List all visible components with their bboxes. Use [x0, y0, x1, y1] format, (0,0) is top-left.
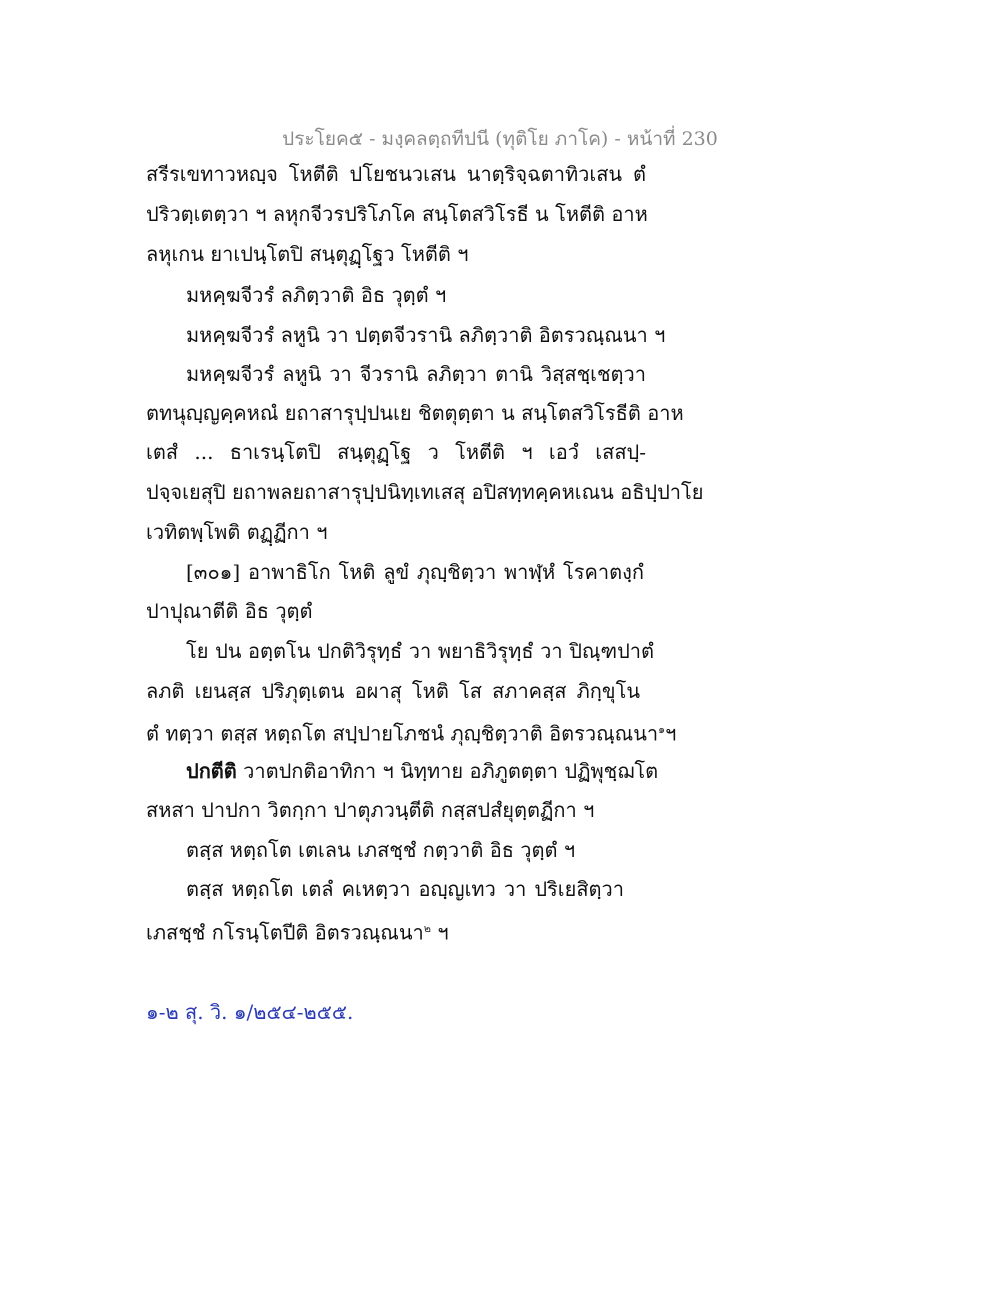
text-line: มหคฺฆจีวรํ ลภิตฺวาติ อิธ วุตฺตํ ฯ	[186, 283, 447, 307]
text-line: ตสฺส หตฺถโต เตเลน เภสชฺชํ กตฺวาติ อิธ วุตฺตํ ฯ	[186, 838, 576, 862]
text-line: มหคฺฆจีวรํ ลหูนิ วา จีวรานิ ลภิตฺวา ตานิ วิสฺสชฺเชตฺวา	[186, 362, 646, 386]
text-line: ตทนุญฺญคฺคหณํ ยถาสารุปฺปนเย ชิตตุตฺตา น สนฺโตสวิโรธีติ อาห	[146, 401, 684, 425]
running-header: ประโยค๕ - มงฺคลตฺถทีปนี (ทุติโย ภาโค) - หน้าที่ 230	[282, 128, 718, 150]
end-punctuation: ฯ	[437, 920, 449, 945]
text-line	[146, 716, 676, 748]
text-line: ลภติ เยนสฺส ปริภุตฺเตน อผาสุ โหติ โส สภาคสฺส ภิกฺขุโน	[146, 679, 640, 703]
text-segment: ตํ ทตฺวา ตสฺส หตฺถโต สปฺปายโภชนํ ภุญฺชิตฺวาติ อิตรวณฺณนา	[146, 721, 659, 746]
text-line: ลหุเกน ยาเปนฺโตปิ สนฺตุฏฺโฐว โหตีติ ฯ	[146, 242, 469, 266]
text-line: สรีรเขทาวหญฺจ โหตีติ ปโยชนวเสน นาตฺริจฺฉตาทิวเสน ตํ	[146, 162, 646, 186]
text-line: สหสา ปาปกา วิตกฺกา ปาตุภวนฺตีติ กสฺสปสํยุตฺตฏีกา ฯ	[146, 798, 595, 822]
text-line: เตสํ ... ธาเรนฺโตปิ สนฺตุฏฺโฐ ว โหตีติ ฯ เอวํ เสสปฺ-	[146, 440, 646, 464]
text-line: ตสฺส หตฺถโต เตลํ คเหตฺวา อญฺญเทว วา ปริเยสิตฺวา	[186, 877, 624, 901]
end-punctuation: ฯ	[665, 721, 677, 746]
text-line	[186, 757, 658, 785]
text-line: [๓๐๑] อาพาธิโก โหติ ลูขํ ภุญฺชิตฺวา พาฬฺหํ โรคาตงฺกํ	[186, 560, 644, 584]
text-line: มหคฺฆจีวรํ ลหูนิ วา ปตฺตจีวรานิ ลภิตฺวาติ อิตรวณฺณนา ฯ	[186, 323, 666, 347]
footnote-reference: ๑-๒ สุ. วิ. ๑/๒๕๔-๒๕๕.	[146, 1000, 354, 1024]
text-line: ปจฺจเยสุปิ ยถาพลยถาสารุปฺปนิทฺเทเสสุ อปิสทฺทคฺคหเณน อธิปฺปาโย	[146, 480, 704, 504]
text-line: ปริวตฺเตตฺวา ฯ ลหุกจีวรปริโภโค สนฺโตสวิโรธี น โหตีติ อาห	[146, 202, 648, 226]
bold-term: ปกตีติ	[186, 759, 237, 783]
footnote-marker: ๑	[658, 723, 666, 736]
footnote-marker: ๒	[423, 922, 432, 935]
text-line: ปาปุณาตีติ อิธ วุตฺตํ	[146, 599, 313, 623]
text-line	[146, 915, 449, 947]
text-segment: วาตปกติอาทิกา ฯ นิทฺทาย อภิภูตตฺตา ปฏิพุชฺฌโต	[243, 759, 659, 783]
text-line: โย ปน อตฺตโน ปกติวิรุทฺธํ วา พยาธิวิรุทฺธํ วา ปิณฺฑปาตํ	[186, 639, 654, 663]
text-line: เวทิตพฺโพติ ตฏฺฏีกา ฯ	[146, 520, 328, 544]
text-segment: เภสชฺชํ กโรนฺโตปีติ อิตรวณฺณนา	[146, 920, 424, 945]
